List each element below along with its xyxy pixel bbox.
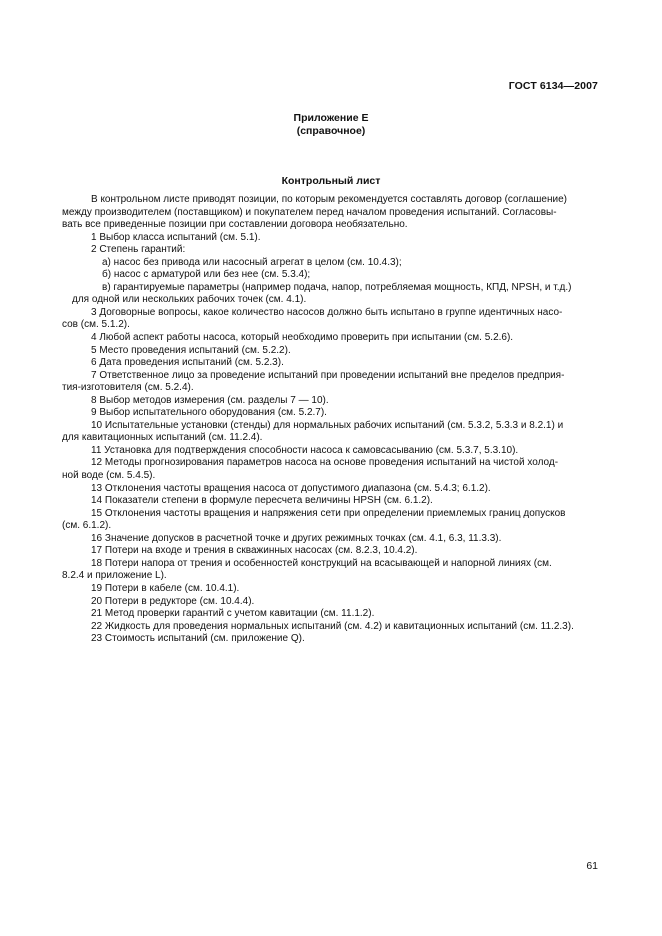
list-item: 9 Выбор испытательного оборудования (см. 5.2.7). — [91, 407, 327, 419]
list-item-continuation: ной воде (см. 5.4.5). — [62, 470, 156, 482]
list-item: 1 Выбор класса испытаний (см. 5.1). — [91, 231, 261, 243]
list-subitem: б) насос с арматурой или без нее (см. 5.3.4); — [102, 269, 311, 281]
list-item: 12 Методы прогнозирования параметров насоса на основе проведения испытаний на чистой холод- — [91, 457, 559, 469]
list-item: 8 Выбор методов измерения (см. разделы 7 — 10). — [91, 394, 329, 406]
standard-header: ГОСТ 6134—2007 — [508, 80, 598, 92]
appendix-heading — [0, 112, 662, 138]
list-item: 2 Степень гарантий: — [91, 244, 186, 256]
document-body — [62, 194, 600, 646]
list-item: 4 Любой аспект работы насоса, который необходимо проверить при испытании (см. 5.2.6). — [91, 332, 514, 344]
list-item: 14 Показатели степени в формуле пересчета величины HPSH (см. 6.1.2). — [91, 495, 433, 507]
list-item: 22 Жидкость для проведения нормальных испытаний (см. 4.2) и кавитационных испытаний (см. 11.2.3). — [91, 620, 574, 632]
list-item: 19 Потери в кабеле (см. 10.4.1). — [91, 582, 240, 594]
appendix-title: Приложение Е — [293, 112, 369, 124]
list-item-continuation: сов (см. 5.1.2). — [62, 319, 130, 331]
list-item: 10 Испытательные установки (стенды) для нормальных рабочих испытаний (см. 5.3.2, 5.3.3 и 8.2.1) и — [91, 419, 564, 431]
list-item: 18 Потери напора от трения и особенностей конструкций на всасывающей и напорной линиях (см. — [91, 557, 552, 569]
list-item: 5 Место проведения испытаний (см. 5.2.2). — [91, 344, 291, 356]
list-item: 23 Стоимость испытаний (см. приложение Q). — [91, 633, 305, 645]
list-subitem: а) насос без привода или насосный агрегат в целом (см. 10.4.3); — [102, 256, 402, 268]
list-item: 16 Значение допусков в расчетной точке и других режимных точках (см. 4.1, 6.3, 11.3.3). — [91, 532, 502, 544]
list-item: 17 Потери на входе и трения в скважинных насосах (см. 8.2.3, 10.4.2). — [91, 545, 418, 557]
list-item-continuation: (см. 6.1.2). — [62, 520, 112, 532]
list-item: 11 Установка для подтверждения способности насоса к самовсасыванию (см. 5.3.7, 5.3.10). — [91, 444, 519, 456]
appendix-subtitle: (справочное) — [296, 125, 366, 137]
list-item: 13 Отклонения частоты вращения насоса от допустимого диапазона (см. 5.4.3; 6.1.2). — [91, 482, 491, 494]
list-item-continuation: 8.2.4 и приложение L). — [62, 570, 167, 582]
list-item-continuation: для кавитационных испытаний (см. 11.2.4). — [62, 432, 263, 444]
list-item: 7 Ответственное лицо за проведение испытаний при проведении испытаний вне пределов предприя- — [91, 369, 565, 381]
list-item-continuation: тия-изготовителя (см. 5.2.4). — [62, 382, 194, 394]
list-item: 3 Договорные вопросы, какое количество насосов должно быть испытано в группе идентичных насо- — [91, 306, 563, 318]
list-item: 6 Дата проведения испытаний (см. 5.2.3). — [91, 357, 284, 369]
list-subitem: в) гарантируемые параметры (например подача, напор, потребляемая мощность, КПД, NPSH, и т.д.) — [102, 281, 572, 293]
page-number: 61 — [586, 860, 598, 872]
document-title: Контрольный лист — [281, 175, 381, 187]
list-subitem-continuation: для одной или нескольких рабочих точек (см. 4.1). — [72, 294, 307, 306]
intro-line: вать все приведенные позиции при составлении договора необязательно. — [62, 219, 408, 231]
list-item: 20 Потери в редукторе (см. 10.4.4). — [91, 595, 255, 607]
intro-line: между производителем (поставщиком) и покупателем перед началом проведения испытаний. Согласовы- — [62, 206, 557, 218]
list-item: 21 Метод проверки гарантий с учетом кавитации (см. 11.1.2). — [91, 608, 375, 620]
intro-line: В контрольном листе приводят позиции, по которым рекомендуется составлять договор (соглашение) — [91, 194, 567, 205]
list-item: 15 Отклонения частоты вращения и напряжения сети при определении приемлемых границ допусков — [91, 507, 566, 519]
